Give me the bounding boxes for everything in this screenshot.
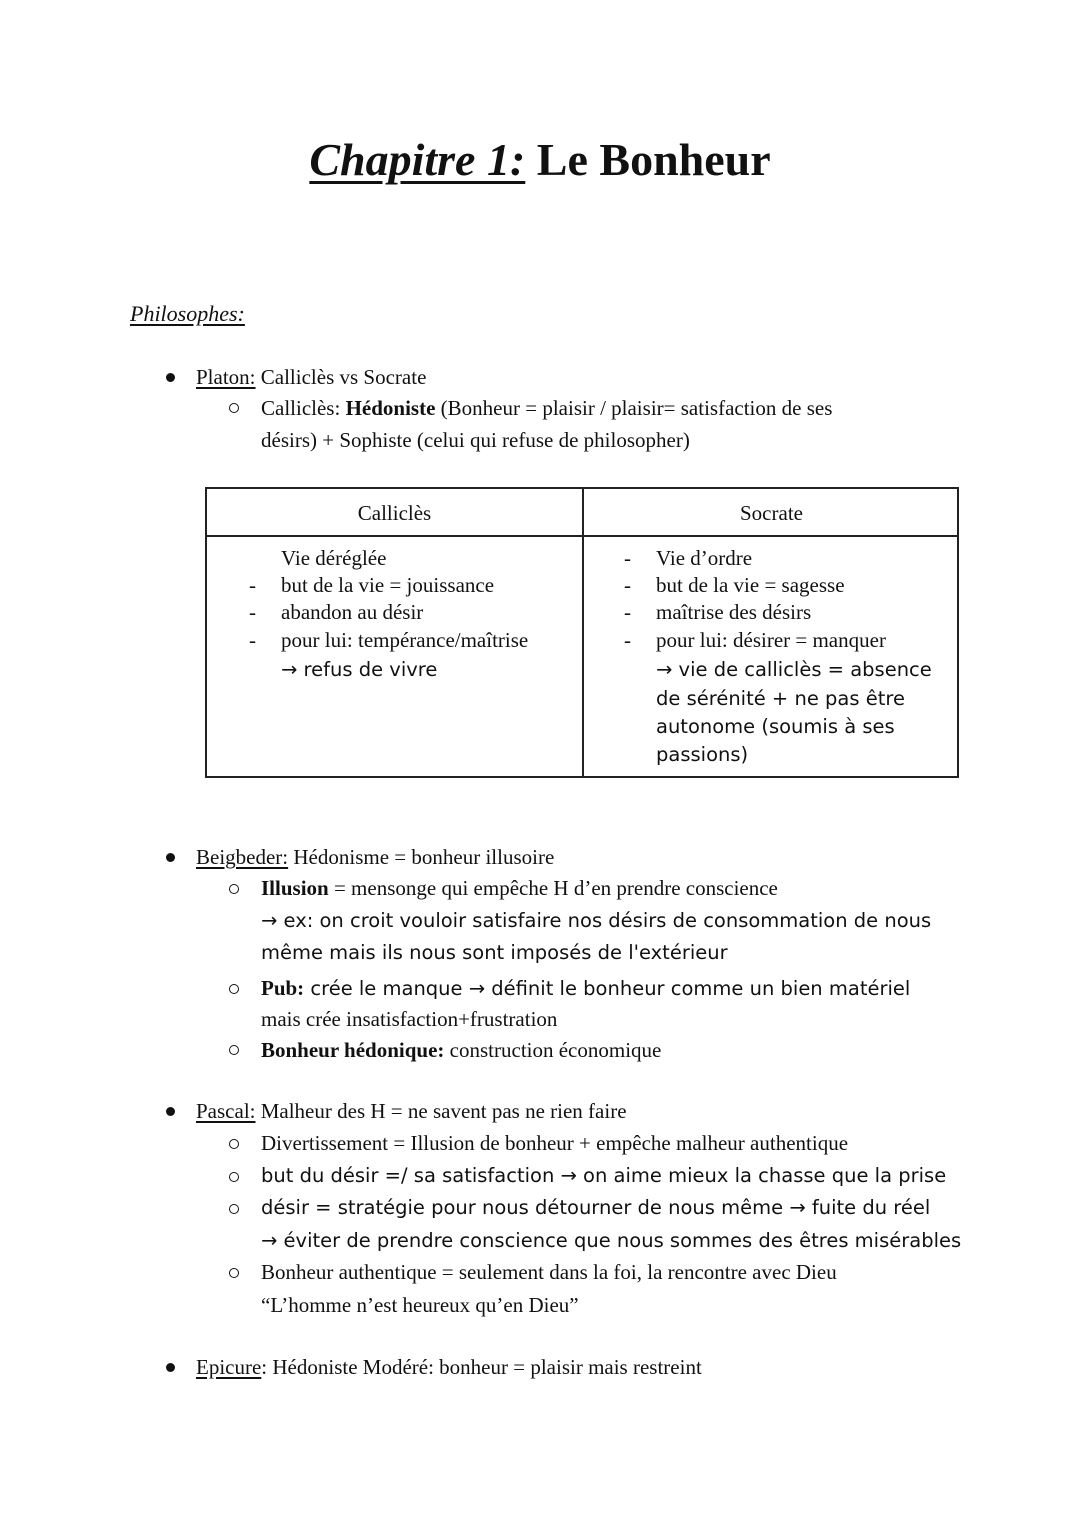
table-cell: maîtrise des désirs [656, 600, 812, 624]
table-divider [582, 489, 584, 776]
pascal-item-line-2: → éviter de prendre conscience que nous sommes des êtres misérables [261, 1229, 962, 1252]
dash-icon: - [624, 600, 631, 624]
dash-icon: - [249, 573, 256, 597]
dash-icon: - [249, 628, 256, 652]
bullet-icon [166, 373, 175, 382]
epicure-line [196, 1352, 702, 1382]
pascal-item: désir = stratégie pour nous détourner de nous même → fuite du réel [261, 1196, 931, 1219]
table-cell: de sérénité + ne pas être [656, 687, 905, 710]
illusion-line-2: → ex: on croit vouloir satisfaire nos désirs de consommation de nous [261, 909, 932, 932]
bullet-icon [166, 1363, 175, 1372]
bonheur-hedonique-text: construction économique [444, 1038, 662, 1062]
page-title [0, 128, 1080, 192]
dash-icon: - [249, 600, 256, 624]
title-chapter: Chapitre 1: [309, 134, 526, 185]
table-header-callicles: Calliclès [357, 501, 432, 525]
platon-text: Calliclès vs Socrate [255, 365, 427, 389]
platon-line [196, 362, 426, 392]
callicles-text: (Bonheur = plaisir / plaisir= satisfaction de ses [435, 396, 833, 420]
dash-icon: - [624, 546, 631, 570]
circle-bullet-icon [229, 1204, 239, 1214]
table-cell: but de la vie = sagesse [656, 573, 845, 597]
philosopher-name: Pascal: [196, 1099, 256, 1123]
pascal-item: Bonheur authentique = seulement dans la foi, la rencontre avec Dieu [261, 1260, 837, 1284]
bullet-icon [166, 1107, 175, 1116]
epicure-text: : Hédoniste Modéré: bonheur = plaisir mais restreint [261, 1355, 702, 1379]
title-subject: Le Bonheur [525, 134, 771, 185]
philosopher-name: Beigbeder: [196, 845, 289, 869]
illusion-line-3: même mais ils nous sont imposés de l'extérieur [261, 941, 728, 964]
beigbeder-text: Hédonisme = bonheur illusoire [288, 845, 555, 869]
pub-text: crée le manque → définit le bonheur comme un bien matériel [304, 977, 911, 1000]
philosopher-name: Platon: [196, 365, 256, 389]
table-header-socrate: Socrate [740, 501, 803, 525]
table-cell: abandon au désir [281, 600, 424, 624]
dash-icon: - [624, 573, 631, 597]
circle-bullet-icon [229, 884, 239, 894]
circle-bullet-icon [229, 1045, 239, 1055]
dash-icon: - [624, 628, 631, 652]
circle-bullet-icon [229, 1139, 239, 1149]
table-cell: → vie de calliclès = absence [656, 658, 932, 681]
pascal-text: Malheur des H = ne savent pas ne rien faire [255, 1099, 627, 1123]
circle-bullet-icon [229, 403, 239, 413]
bullet-icon [166, 853, 175, 862]
table-cell: passions) [656, 743, 749, 766]
bonheur-hedonique-term: Bonheur hédonique: [261, 1038, 445, 1062]
table-cell: Vie déréglée [281, 546, 387, 570]
hedoniste-term: Hédoniste [345, 396, 436, 420]
pub-line-2: mais crée insatisfaction+frustration [261, 1007, 558, 1031]
table-cell: → refus de vivre [281, 658, 438, 681]
section-label: Philosophes: [130, 301, 245, 326]
table-cell: pour lui: désirer = manquer [656, 628, 886, 652]
callicles-line [261, 393, 832, 423]
table-cell: Vie d’ordre [656, 546, 753, 570]
beigbeder-line [196, 842, 554, 872]
pascal-item: Divertissement = Illusion de bonheur + empêche malheur authentique [261, 1131, 849, 1155]
circle-bullet-icon [229, 1268, 239, 1278]
pub-line [261, 973, 910, 1004]
callicles-line-2: désirs) + Sophiste (celui qui refuse de philosopher) [261, 428, 690, 452]
callicles-label: Calliclès: [261, 396, 346, 420]
illusion-line [261, 873, 778, 903]
illusion-text: = mensonge qui empêche H d’en prendre conscience [328, 876, 778, 900]
circle-bullet-icon [229, 984, 239, 994]
pascal-line [196, 1096, 627, 1126]
circle-bullet-icon [229, 1172, 239, 1182]
illusion-term: Illusion [261, 876, 329, 900]
table-cell: but de la vie = jouissance [281, 573, 495, 597]
pascal-item: but du désir =/ sa satisfaction → on aime mieux la chasse que la prise [261, 1164, 947, 1187]
pub-term: Pub: [261, 976, 305, 1000]
bonheur-hedonique-line [261, 1035, 661, 1065]
pascal-quote: “L’homme n’est heureux qu’en Dieu” [261, 1293, 579, 1317]
table-cell: autonome (soumis à ses [656, 715, 895, 738]
philosopher-name: Epicure [196, 1355, 262, 1379]
table-cell: pour lui: tempérance/maîtrise [281, 628, 529, 652]
